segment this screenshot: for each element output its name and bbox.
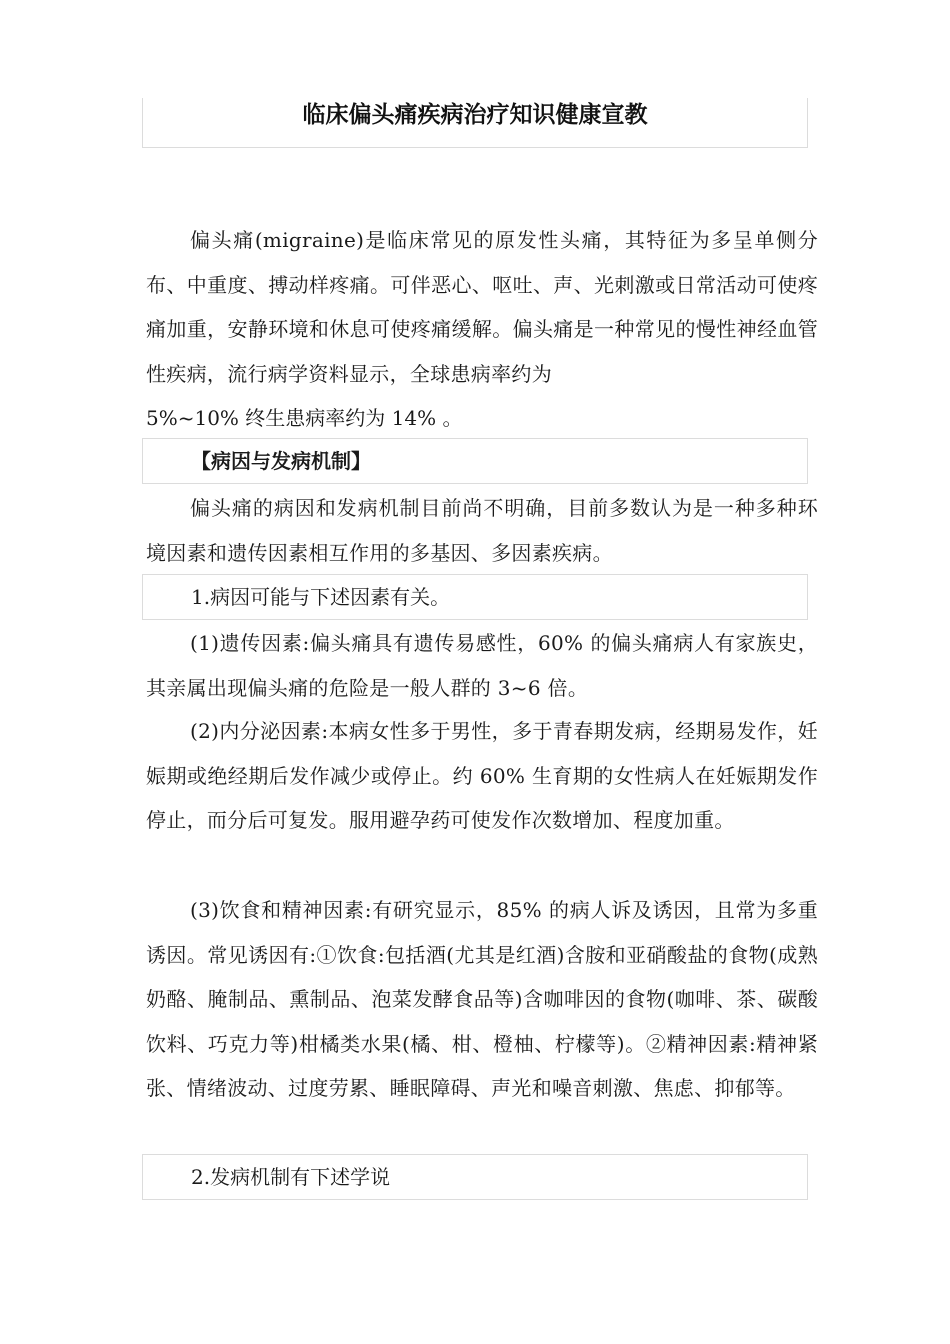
subheading-1-box [142,574,808,620]
document-title: 临床偏头痛疾病治疗知识健康宣教 [302,102,648,128]
factor-2-paragraph: (2)内分泌因素:本病女性多于男性，多于青春期发病，经期易发作，妊娠期或绝经期后发作减少或停止。约 60% 生育期的女性病人在妊娠期发作停止，而分后可复发。服用避孕药可使发作次数增加、程度加重。 [146,719,818,832]
factor-1-paragraph: (1)遗传因素:偏头痛具有遗传易感性，60% 的偏头痛病人有家族史，其亲属出现偏头痛的危险是一般人群的 3~6 倍。 [146,631,818,700]
title-box [142,98,808,148]
factor-3-paragraph: (3)饮食和精神因素:有研究显示，85% 的病人诉及诱因，且常为多重诱因。常见诱因有:①饮食:包括酒(尤其是红酒)含胺和亚硝酸盐的食物(成熟奶酪、腌制品、熏制品、泡菜发酵食品等)含咖啡因的食物(咖啡、茶、碳酸饮料、巧克力等)柑橘类水果(橘、柑、橙柚、柠檬等)。②精神因素:精神紧张、情绪波动、过度劳累、睡眠障碍、声光和噪音刺激、焦虑、抑郁等。 [146,898,818,1100]
intro-paragraph: 偏头痛(migraine)是临床常见的原发性头痛，其特征为多呈单侧分布、中重度、搏动样疼痛。可伴恶心、呕吐、声、光刺激或日常活动可使疼痛加重，安静环境和休息可使疼痛缓解。偏头痛是一种常见的慢性神经血管性疾病，流行病学资料显示，全球患病率约为 [146,228,818,386]
subheading-1: 1.病因可能与下述因素有关。 [191,585,451,609]
subheading-2: 2.发病机制有下述学说 [191,1165,391,1189]
section-heading: 【病因与发病机制】 [191,449,371,473]
section-heading-box [142,438,808,484]
intro-last-line: 5%~10% 终生患病率约为 14% 。 [146,406,463,430]
section-intro-paragraph: 偏头痛的病因和发病机制目前尚不明确，目前多数认为是一种多种环境因素和遗传因素相互作用的多基因、多因素疾病。 [146,496,818,565]
subheading-2-box [142,1154,808,1200]
